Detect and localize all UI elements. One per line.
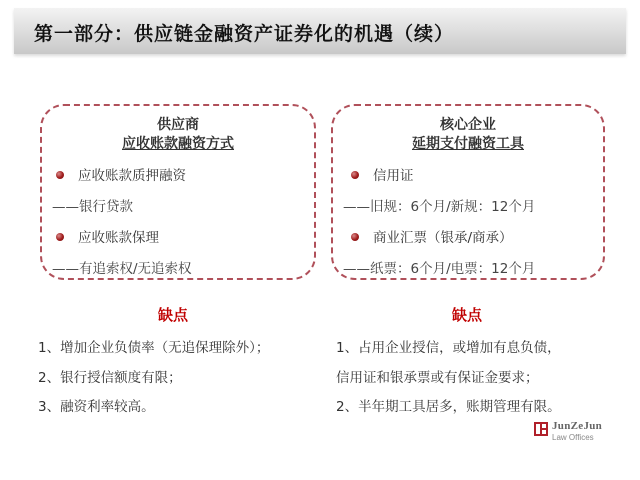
supplier-item-4-text: ——有追索权/无追索权 — [52, 261, 192, 277]
core-heading: 核心企业 — [440, 117, 496, 133]
bullet-icon — [56, 233, 64, 241]
core-item-2-text: ——旧规：6个月/新规：12个月 — [343, 199, 536, 215]
core-enterprise-panel — [331, 104, 605, 280]
supplier-item-2 — [52, 195, 133, 215]
supplier-item-4 — [52, 257, 192, 277]
logo-brand: JunZeJun — [552, 420, 603, 432]
supplier-subheading: 应收账款融资方式 — [122, 136, 234, 152]
core-item-1-text: 信用证 — [373, 168, 414, 184]
supplier-item-3 — [56, 226, 159, 246]
junzejun-logo-icon — [534, 422, 548, 436]
supplier-item-1-text: 应收账款质押融资 — [78, 168, 186, 184]
supplier-drawbacks-title: 缺点 — [158, 306, 189, 324]
core-drawback-2: 信用证和银承票或有保证金要求； — [336, 370, 539, 386]
core-drawback-3: 2、半年期工具居多，账期管理有限。 — [336, 399, 561, 415]
bullet-icon — [351, 233, 359, 241]
core-item-4 — [343, 257, 535, 277]
supplier-panel — [40, 104, 316, 280]
core-item-4-text: ——纸票：6个月/电票：12个月 — [343, 261, 536, 277]
core-panel-heading — [333, 116, 603, 154]
bullet-icon — [56, 171, 64, 179]
supplier-drawback-2: 2、银行授信额度有限； — [38, 370, 182, 386]
supplier-item-3-text: 应收账款保理 — [78, 230, 159, 246]
supplier-drawback-3: 3、融资利率较高。 — [38, 399, 155, 415]
supplier-item-2-text: ——银行贷款 — [52, 199, 133, 215]
core-drawback-1: 1、占用企业授信，或增加有息负债， — [336, 340, 561, 356]
core-item-2 — [343, 195, 535, 215]
supplier-drawback-1: 1、增加企业负债率（无追保理除外）； — [38, 340, 270, 356]
title-bar — [14, 8, 626, 54]
core-drawbacks-title: 缺点 — [452, 306, 483, 324]
supplier-heading: 供应商 — [157, 117, 199, 133]
supplier-panel-heading — [42, 116, 314, 154]
supplier-item-1 — [56, 164, 186, 184]
core-item-3-text: 商业汇票（银承/商承） — [373, 230, 513, 246]
junzejun-logo — [534, 420, 626, 454]
core-subheading: 延期支付融资工具 — [412, 136, 524, 152]
core-item-3 — [351, 226, 513, 246]
core-item-1 — [351, 164, 414, 184]
slide-title: 第一部分：供应链金融资产证券化的机遇（续） — [34, 23, 455, 45]
logo-tagline: Law Offices — [552, 433, 594, 442]
bullet-icon — [351, 171, 359, 179]
